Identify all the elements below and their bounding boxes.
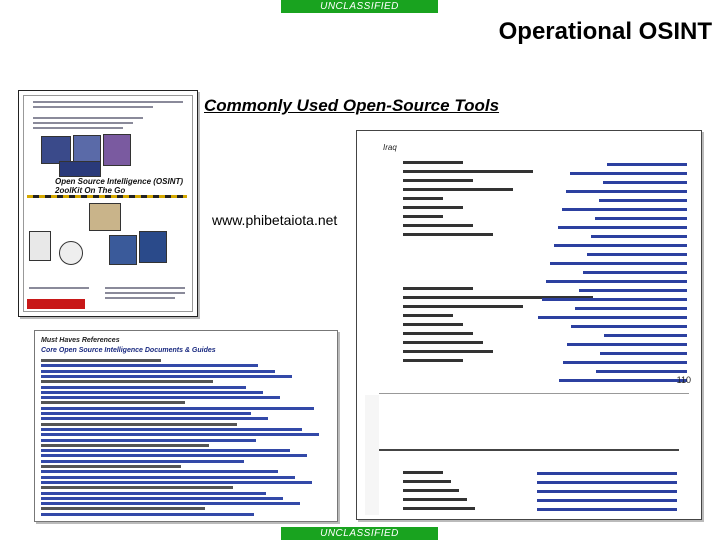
iraq-item-link [567,343,687,346]
iraq-item-text [403,206,463,209]
slide-title: Operational OSINT [498,18,712,45]
iraq-item-text [403,188,513,191]
iraq-item-link [559,379,687,382]
iraq-item-text [403,507,475,510]
iraq-item-text [403,350,493,353]
iraq-item-link [546,280,687,283]
refs-subheading: Core Open Source Intelligence Documents & Guides [41,347,216,354]
reference-line [41,444,209,447]
iraq-item-link [596,370,687,373]
reference-line [41,380,213,383]
iraq-item-text [403,233,493,236]
cover-text-line [33,117,143,119]
iraq-item-link [537,472,677,475]
iraq-item-link [579,289,687,292]
page-margin [365,395,379,515]
iraq-item-link [566,190,687,193]
iraq-item-link [537,481,677,484]
iraq-item-text [403,314,453,317]
iraq-item-link [591,235,687,238]
iraq-item-link [570,172,687,175]
iraq-item-text [403,305,523,308]
iraq-item-text [403,197,443,200]
iraq-item-text [403,471,443,474]
report-image [139,231,167,263]
network-image [103,134,131,166]
cover-text-line [33,101,183,103]
iraq-item-link [558,226,687,229]
reference-line [41,412,251,415]
iraq-item-text [403,489,459,492]
iraq-item-link [537,508,677,511]
cover-text-line [105,297,175,299]
osint-toolkit-cover-document [18,90,198,317]
website-url: www.phibetaiota.net [212,212,338,228]
cover-text-line [105,292,185,294]
iraq-item-link [595,217,687,220]
reference-line [41,370,275,373]
cover-stripe [27,195,187,198]
reference-line [41,386,246,389]
iraq-item-text [403,287,473,290]
iraq-item-link [542,298,687,301]
iraq-item-link [587,253,687,256]
report-image [109,235,137,265]
cover-title: Open Source Intelligence (OSINT) 2oolKit On The Go [55,177,184,195]
reference-line [41,481,312,484]
reference-line [41,375,292,378]
iraq-item-link [599,199,687,202]
iraq-item-text [403,323,463,326]
iraq-item-link [562,208,687,211]
iraq-links-document [356,130,702,520]
cover-text-line [33,106,153,108]
iraq-item-link [600,352,687,355]
cover-text-line [105,287,185,289]
cover-text-line [29,287,89,289]
earth-image [59,161,101,177]
iraq-item-text [403,341,483,344]
reference-line [41,359,161,362]
iraq-item-link [537,499,677,502]
reference-line [41,502,300,505]
book-image [29,231,51,261]
reference-line [41,401,185,404]
reference-line [41,433,319,436]
cover-text-line [33,127,123,129]
core-osint-references-document [34,330,338,522]
cover-red-bar [27,299,85,309]
iraq-item-text [403,498,467,501]
reference-line [41,364,258,367]
reference-line [41,465,181,468]
iraq-item-text [403,179,473,182]
reference-line [41,428,302,431]
iraq-item-link [563,361,687,364]
reference-line [41,396,280,399]
reference-line [41,470,278,473]
iraq-item-link [575,307,687,310]
reference-line [41,492,266,495]
reference-line [41,407,314,410]
box-image [89,203,121,231]
reference-line [41,439,256,442]
iraq-item-text [403,170,533,173]
iraq-item-text [403,359,463,362]
iraq-item-text [403,332,473,335]
reference-line [41,476,295,479]
iraq-item-link [583,271,687,274]
reference-line [41,497,283,500]
iraq-item-text [403,224,473,227]
iraq-item-link [550,262,687,265]
iraq-item-link [607,163,687,166]
footer-text [379,449,679,451]
satellite-image [41,136,71,164]
refs-heading: Must Haves References [41,337,120,344]
reference-line [41,423,237,426]
reference-line [41,449,290,452]
reference-line [41,507,205,510]
iraq-item-link [538,316,687,319]
reference-line [41,513,254,516]
emblem-image [59,241,83,265]
reference-line [41,460,244,463]
reference-line [41,486,233,489]
iraq-label: Iraq [383,143,397,152]
page-divider [379,393,689,394]
iraq-item-text [403,215,443,218]
classification-banner-top: UNCLASSIFIED [281,0,438,13]
iraq-item-link [603,181,687,184]
page-number: 110 [676,375,691,385]
iraq-item-text [403,480,451,483]
cover-text-line [33,122,133,124]
classification-banner-bottom: UNCLASSIFIED [281,527,438,540]
reference-line [41,454,307,457]
iraq-item-link [537,490,677,493]
iraq-item-link [571,325,687,328]
iraq-item-text [403,161,463,164]
iraq-item-link [554,244,687,247]
slide-subtitle: Commonly Used Open-Source Tools [204,96,500,115]
iraq-item-link [604,334,687,337]
reference-line [41,417,268,420]
reference-line [41,391,263,394]
